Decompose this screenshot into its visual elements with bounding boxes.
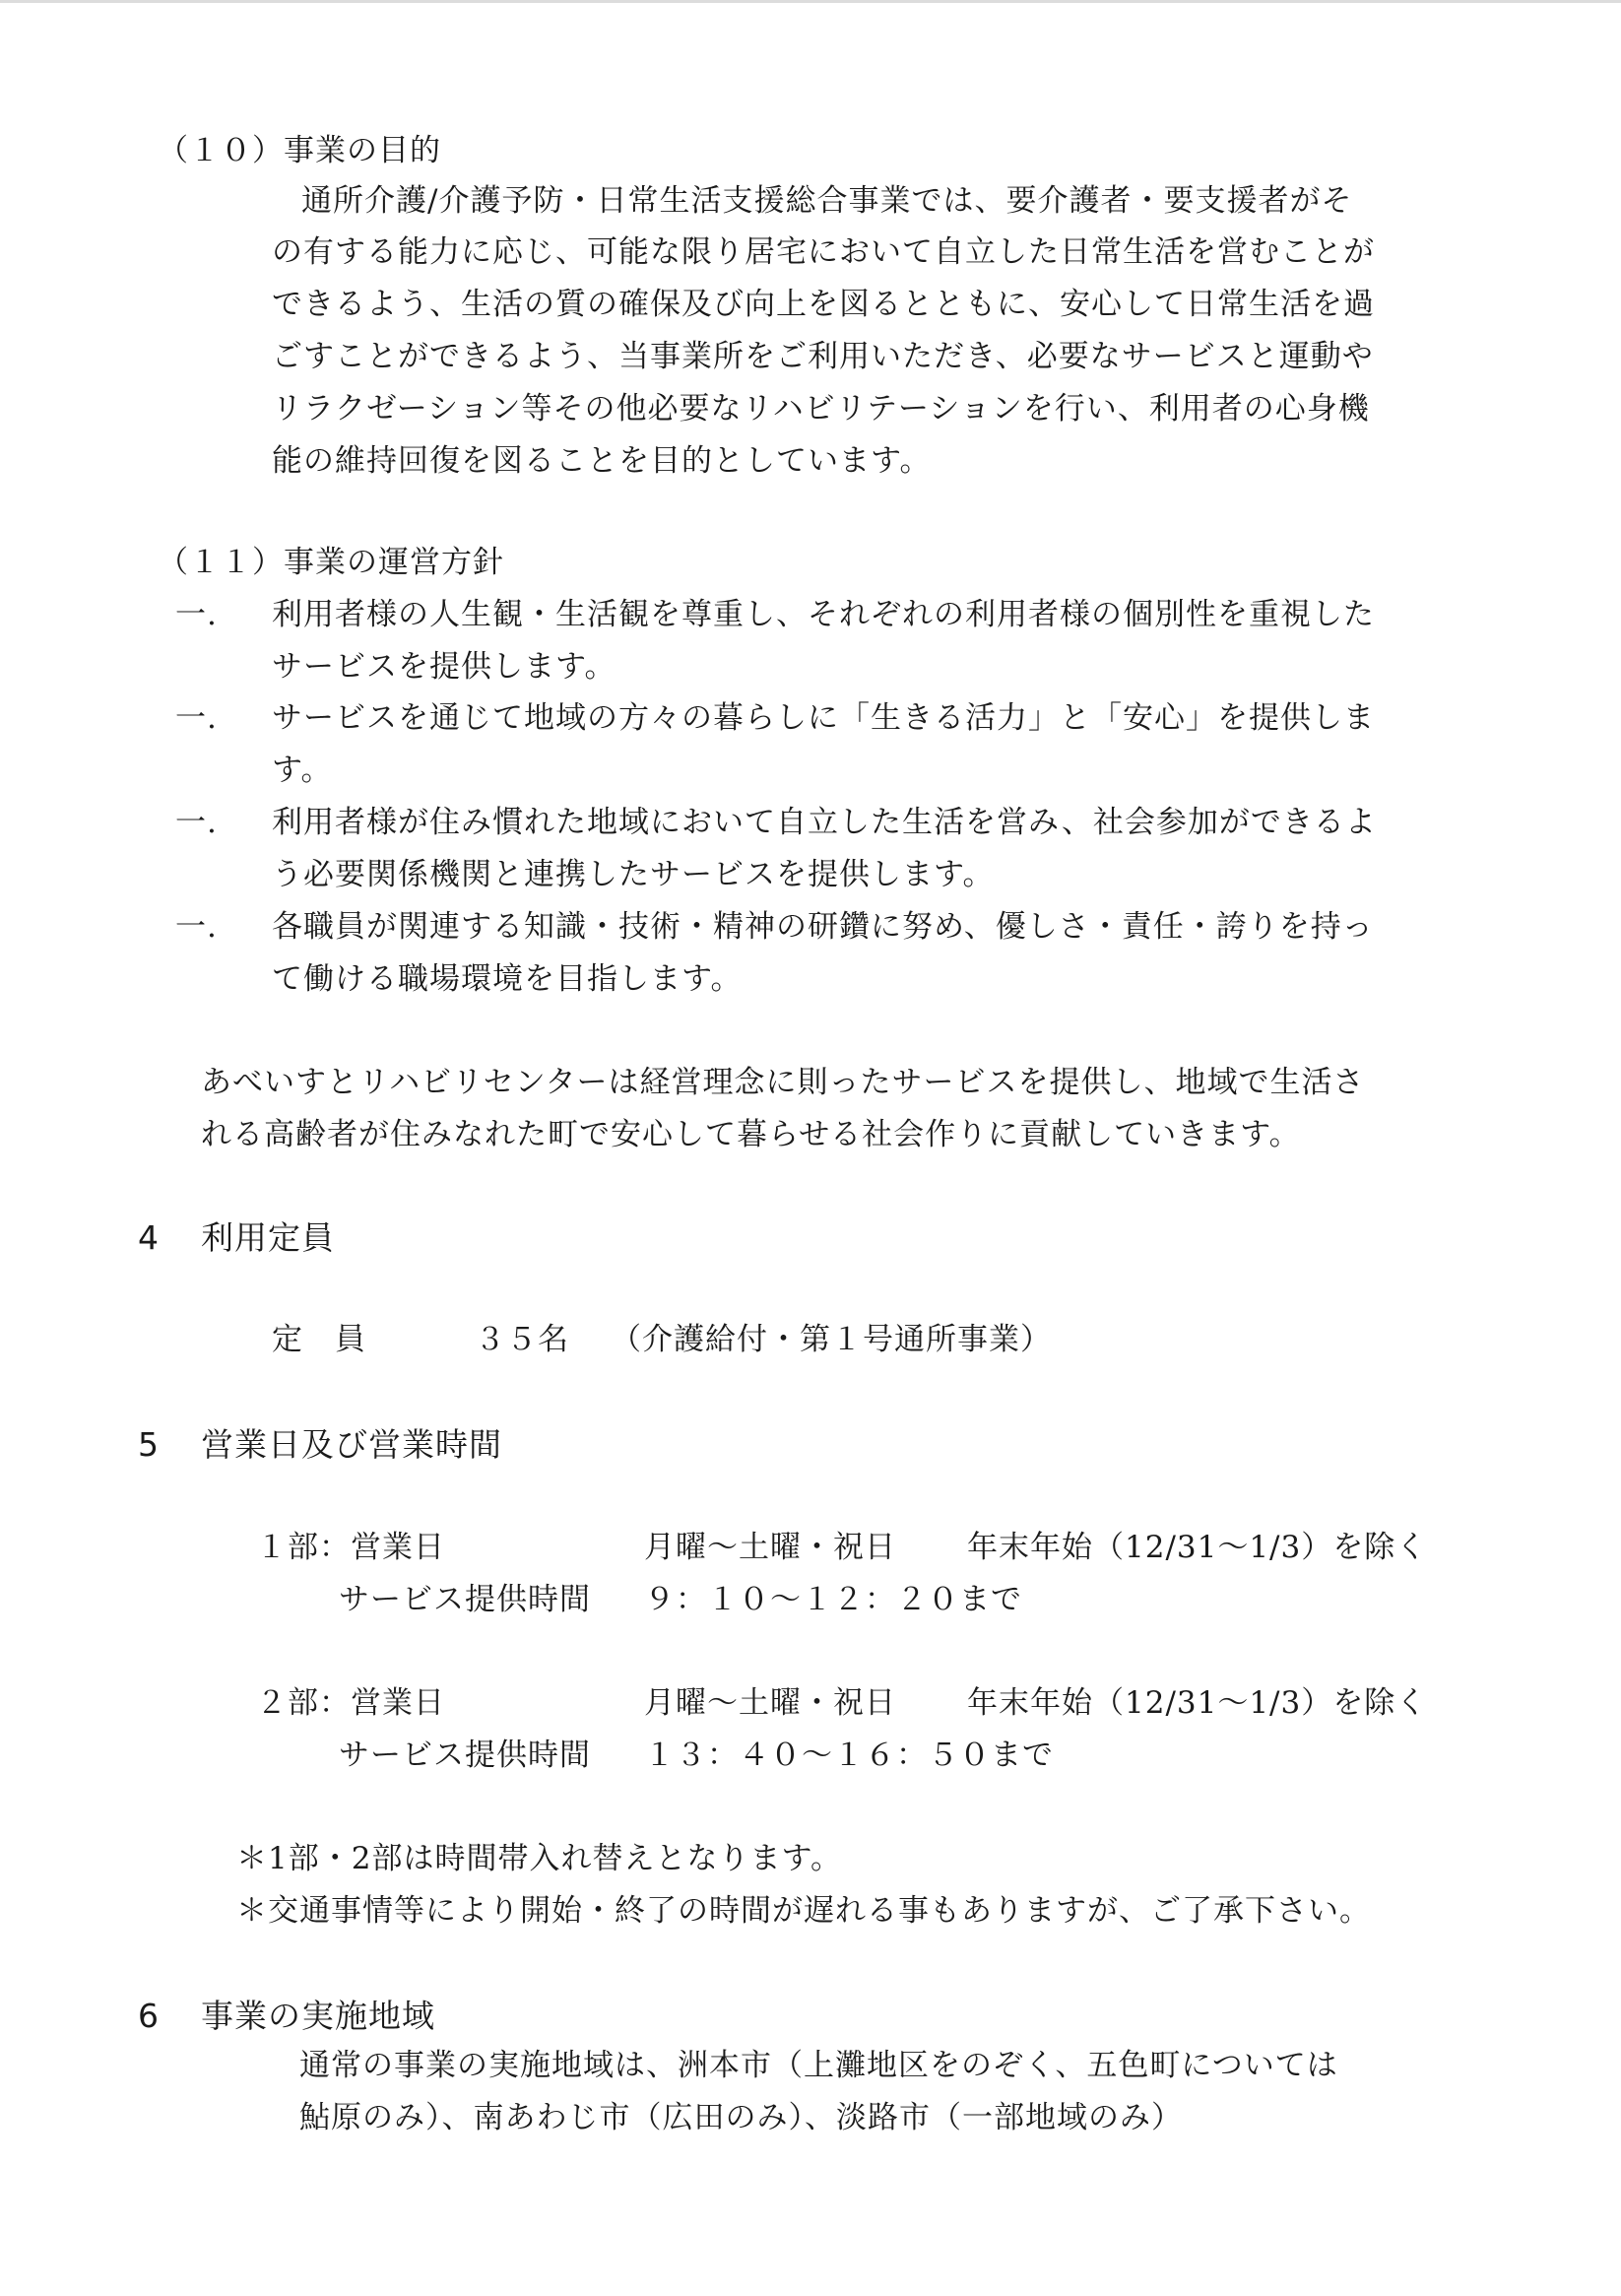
section-10-line: リラクゼーション等その他必要なリハビリテーションを行い、利用者の心身機 <box>272 391 1370 426</box>
section-11-heading: （１１）事業の運営方針 <box>158 545 504 580</box>
part1-time-label: サービス提供時間 <box>339 1582 591 1617</box>
policy-bullet-marker: 一. <box>175 909 218 945</box>
section-11-closing-line: れる高齢者が住みなれた町で安心して暮らせる社会作りに貢献していきます。 <box>201 1117 1301 1152</box>
capacity-value: ３５名 <box>475 1322 569 1357</box>
policy-bullet-line: 利用者様の人生観・生活観を尊重し、それぞれの利用者様の個別性を重視した <box>272 597 1375 632</box>
policy-bullet-line: て働ける職場環境を目指します。 <box>272 961 743 997</box>
part1-label: １部：営業日 <box>256 1530 445 1565</box>
capacity-label: 定 員 <box>272 1322 366 1357</box>
section-6-title: 事業の実施地域 <box>201 1997 435 2035</box>
part1-time: ９：１０～１２：２０まで <box>644 1582 1022 1617</box>
section-6-line: 鮎原のみ）、南あわじ市（広田のみ）、淡路市（一部地域のみ） <box>299 2100 1183 2135</box>
policy-bullet-marker: 一. <box>175 805 218 840</box>
policy-bullet-line: サービスを提供します。 <box>272 649 616 685</box>
part2-days: 月曜～土曜・祝日 <box>644 1685 896 1721</box>
hours-note: ＊交通事情等により開始・終了の時間が遅れる事もありますが、ご了承下さい。 <box>236 1893 1371 1929</box>
part1-exception: 年末年始（12/31～1/3）を除く <box>967 1530 1428 1565</box>
capacity-note: （介護給付・第１号通所事業） <box>611 1322 1052 1357</box>
section-6-line: 通常の事業の実施地域は、洲本市（上灘地区をのぞく、五色町については <box>299 2048 1338 2083</box>
section-4-title: 利用定員 <box>201 1218 335 1257</box>
section-10-line: できるよう、生活の質の確保及び向上を図るとともに、安心して日常生活を過 <box>272 287 1375 322</box>
section-6-number: 6 <box>138 1997 160 2035</box>
part2-label: ２部：営業日 <box>256 1685 445 1721</box>
policy-bullet-line: う必要関係機関と連携したサービスを提供します。 <box>272 857 995 892</box>
policy-bullet-line: サービスを通じて地域の方々の暮らしに「生きる活力」と「安心」を提供しま <box>272 700 1375 736</box>
section-4-number: 4 <box>138 1218 160 1257</box>
policy-bullet-marker: 一. <box>175 700 218 736</box>
policy-bullet-marker: 一. <box>175 597 218 632</box>
section-10-heading: （１０）事業の目的 <box>158 133 441 168</box>
section-5-title: 営業日及び営業時間 <box>201 1425 502 1464</box>
policy-bullet-line: 利用者様が住み慣れた地域において自立した生活を営み、社会参加ができるよ <box>272 805 1377 840</box>
section-11-closing-line: あべいすとリハビリセンターは経営理念に則ったサービスを提供し、地域で生活さ <box>201 1065 1365 1100</box>
part1-days: 月曜～土曜・祝日 <box>644 1530 896 1565</box>
part2-exception: 年末年始（12/31～1/3）を除く <box>967 1685 1428 1721</box>
section-10-line: 能の維持回復を図ることを目的としています。 <box>272 443 932 479</box>
section-10-line: 通所介護/介護予防・日常生活支援総合事業では、要介護者・要支援者がそ <box>301 183 1353 219</box>
policy-bullet-line: 各職員が関連する知識・技術・精神の研鑽に努め、優しさ・責任・誇りを持っ <box>272 909 1374 945</box>
page-top-edge <box>0 0 1621 3</box>
hours-note: ＊1部・2部は時間帯入れ替えとなります。 <box>236 1841 842 1876</box>
policy-bullet-line: す。 <box>272 753 333 788</box>
part2-time-label: サービス提供時間 <box>339 1738 591 1773</box>
part2-time: １３：４０～１６：５０まで <box>644 1738 1054 1773</box>
section-10-line: ごすことができるよう、当事業所をご利用いただき、必要なサービスと運動や <box>272 339 1374 374</box>
section-5-number: 5 <box>138 1425 160 1464</box>
section-10-line: の有する能力に応じ、可能な限り居宅において自立した日常生活を営むことが <box>272 234 1375 270</box>
